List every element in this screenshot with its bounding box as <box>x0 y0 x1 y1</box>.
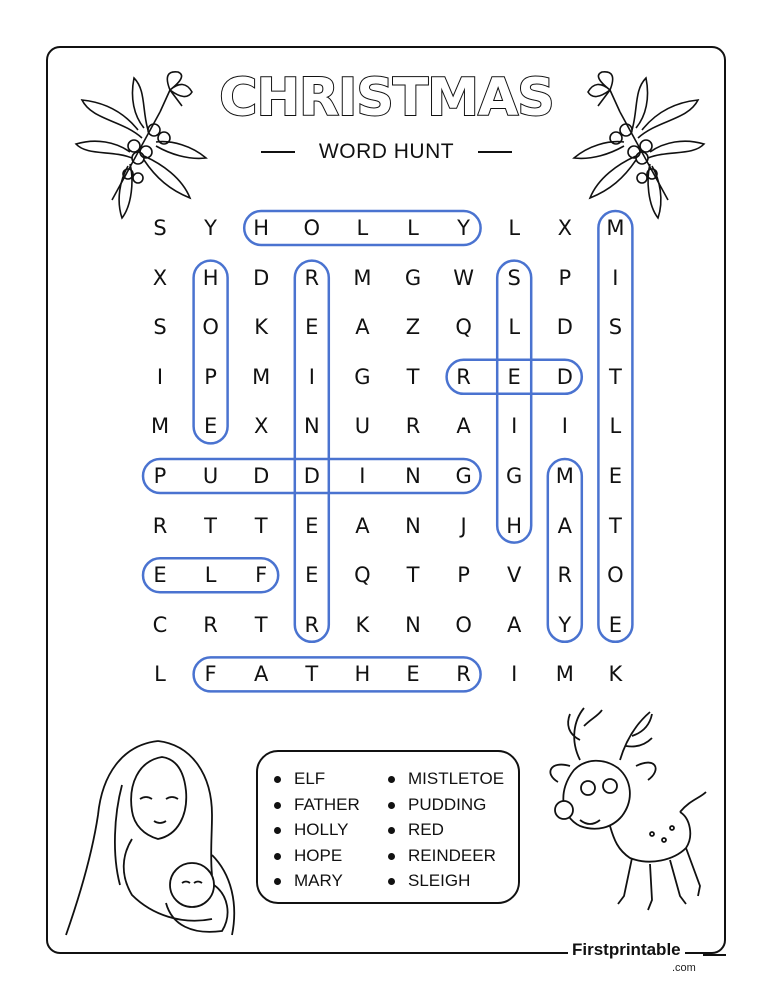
grid-letter: I <box>156 364 164 389</box>
grid-letter: K <box>254 315 269 340</box>
grid-letter: H <box>354 662 371 687</box>
grid-letter: S <box>153 216 167 240</box>
grid-letter: Z <box>405 315 421 340</box>
grid-letter: H <box>202 265 219 290</box>
word-list-item: HOLLY <box>272 817 360 843</box>
grid-letter: X <box>253 414 269 439</box>
grid-letter: N <box>303 414 320 439</box>
grid-letter: L <box>407 216 419 240</box>
highlight-father <box>194 657 481 691</box>
grid-letter: A <box>507 612 522 637</box>
grid-letter: K <box>608 662 623 687</box>
grid-letter: D <box>303 464 320 488</box>
grid-letter: T <box>608 513 622 538</box>
grid-letter: G <box>506 464 523 488</box>
grid-letter: A <box>254 662 269 687</box>
grid-letter: P <box>457 563 470 588</box>
brand-name: Firstprintable <box>568 940 685 960</box>
mary-baby-icon <box>62 735 242 940</box>
word-list-item: SLEIGH <box>386 868 504 894</box>
grid-letter: M <box>555 662 574 687</box>
grid-letter: I <box>612 265 619 290</box>
grid-letter: I <box>561 414 568 439</box>
grid-letter: T <box>254 513 268 538</box>
word-list-item: FATHER <box>272 792 360 818</box>
grid-letter: G <box>455 464 472 488</box>
grid-letter: R <box>456 662 471 687</box>
grid-letter: R <box>203 612 218 637</box>
grid-letter: U <box>354 414 371 439</box>
grid-letter: H <box>506 513 523 538</box>
grid-letter: R <box>152 513 168 538</box>
grid-letter: O <box>607 563 624 588</box>
grid-letter: O <box>455 612 472 637</box>
grid-letter: S <box>608 315 623 340</box>
grid-letter: E <box>305 315 319 340</box>
grid-letter: N <box>405 612 421 637</box>
grid-letter: L <box>154 662 166 687</box>
grid-letter: L <box>356 216 369 240</box>
grid-letter: W <box>453 265 474 290</box>
grid-letter: E <box>153 563 167 588</box>
grid-letter: S <box>153 315 167 340</box>
grid-letter: C <box>152 612 168 637</box>
grid-letter: L <box>508 315 521 340</box>
grid-letter: E <box>203 414 218 439</box>
grid-letter: P <box>558 265 572 290</box>
grid-letter: F <box>204 662 217 687</box>
grid-letter: Q <box>354 563 371 588</box>
reindeer-icon <box>540 700 710 925</box>
grid-letter: F <box>255 563 268 588</box>
word-list-item: REINDEER <box>386 843 504 869</box>
grid-letter: V <box>507 563 522 588</box>
page-subtitle: WORD HUNT <box>318 140 455 163</box>
grid-letter: E <box>608 612 623 637</box>
grid-letter: R <box>304 265 320 290</box>
grid-letter: M <box>252 364 271 389</box>
grid-letter: Y <box>204 216 217 240</box>
grid-letter: M <box>150 414 170 439</box>
grid-letter: Y <box>457 216 470 240</box>
grid-letter: X <box>557 216 572 240</box>
brand-suffix: .com <box>672 962 696 974</box>
grid-letter: N <box>405 513 421 538</box>
word-list-item: PUDDING <box>386 792 504 818</box>
grid-letter: X <box>152 265 168 290</box>
grid-letter: L <box>204 563 217 588</box>
page-title: CHRISTMAS <box>219 68 554 128</box>
grid-letter: P <box>153 464 167 488</box>
grid-letter: L <box>609 414 622 439</box>
grid-letter: E <box>608 464 623 488</box>
grid-letter: T <box>254 612 268 637</box>
grid-letter: U <box>202 464 219 488</box>
grid-letter: E <box>305 513 319 538</box>
grid-letter: M <box>555 464 574 488</box>
grid-letter: D <box>253 464 270 488</box>
word-list-box <box>256 750 520 904</box>
grid-letter: I <box>359 464 366 488</box>
grid-letter: D <box>556 315 573 340</box>
word-list-item: RED <box>386 817 504 843</box>
grid-letter: T <box>608 364 622 389</box>
grid-letter: R <box>304 612 320 637</box>
grid-letter: D <box>556 364 573 389</box>
grid-letter: A <box>355 315 370 340</box>
word-list-column-1 <box>272 766 360 894</box>
word-list-item: HOPE <box>272 843 360 869</box>
grid-letter: A <box>456 414 471 439</box>
grid-letter: Y <box>558 612 572 637</box>
grid-letter: L <box>508 216 521 240</box>
grid-letter: T <box>204 513 217 538</box>
grid-letter: D <box>253 265 270 290</box>
grid-letter: E <box>507 364 521 389</box>
grid-letter: E <box>406 662 420 687</box>
grid-letter: K <box>355 612 370 637</box>
word-list-item: MISTLETOE <box>386 766 504 792</box>
grid-letter: M <box>606 216 625 240</box>
grid-letter: J <box>460 513 467 538</box>
grid-letter: R <box>557 563 573 588</box>
grid-letter: M <box>353 265 372 290</box>
grid-letter: O <box>202 315 219 340</box>
grid-letter: A <box>355 513 370 538</box>
word-list-item: ELF <box>272 766 360 792</box>
grid-letter: N <box>405 464 421 488</box>
grid-letter: I <box>308 364 315 389</box>
grid-letter: G <box>354 364 371 389</box>
brand-rule <box>703 954 726 956</box>
grid-letter: T <box>406 364 420 389</box>
grid-letter: Q <box>455 315 472 340</box>
highlight-sleigh <box>497 261 531 543</box>
grid-letter: R <box>405 414 421 439</box>
grid-letter: P <box>204 364 217 389</box>
grid-letter: O <box>303 216 321 240</box>
grid-letter: S <box>507 265 521 290</box>
grid-letter: T <box>305 662 319 687</box>
grid-letter: E <box>305 563 319 588</box>
word-list-column-2 <box>386 766 504 894</box>
word-list-item: MARY <box>272 868 360 894</box>
grid-letter: H <box>253 216 270 240</box>
grid-letter: T <box>406 563 420 588</box>
grid-letter: I <box>511 662 518 687</box>
grid-letter: A <box>557 513 572 538</box>
grid-letter: G <box>404 265 422 290</box>
grid-letter: I <box>511 414 518 439</box>
grid-letter: R <box>456 364 471 389</box>
